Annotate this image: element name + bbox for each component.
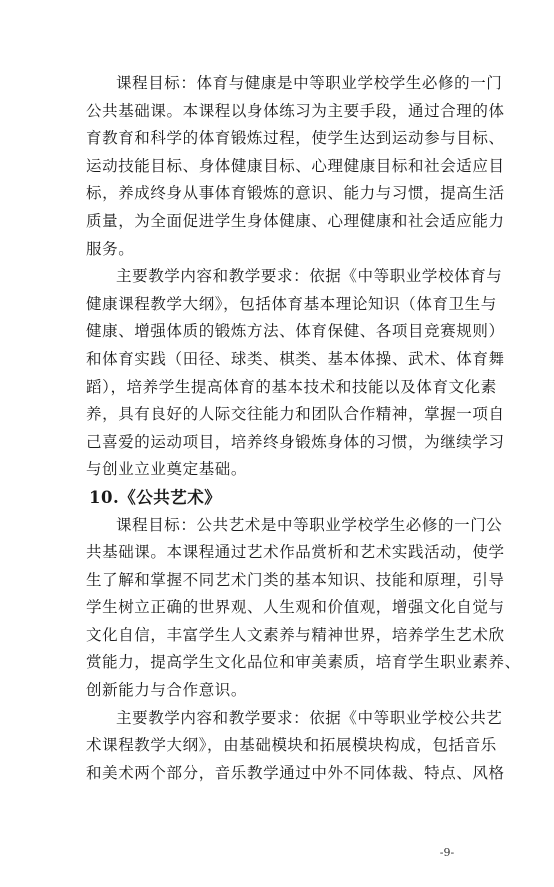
text-line: 和美术两个部分，音乐教学通过中外不同体裁、特点、风格: [86, 763, 505, 782]
text-line: 赏能力，提高学生文化品位和审美素质，培育学生职业素养、: [86, 653, 521, 672]
text-line: 服务。: [86, 239, 135, 258]
pe-course-goal-paragraph: [86, 70, 505, 263]
text-line: 运动技能目标、身体健康目标、心理健康目标和社会适应目: [86, 156, 505, 175]
text-line: 蹈），培养学生提高体育的基本技术和技能以及体育文化素: [86, 377, 497, 396]
text-line: 术课程教学大纲》，由基础模块和拓展模块构成，包括音乐: [86, 736, 497, 755]
text-line: 健康、增强体质的锻炼方法、体育保健、各项目竞赛规则）: [86, 322, 505, 341]
text-line: 文化自信，丰富学生人文素养与精神世界，培养学生艺术欣: [86, 625, 505, 644]
text-line: 生了解和掌握不同艺术门类的基本知识、技能和原理，引导: [86, 570, 505, 589]
text-line: 主要教学内容和教学要求：依据《中等职业学校体育与: [116, 267, 503, 286]
pe-course-content-paragraph: [86, 263, 505, 484]
text-line: 健康课程教学大纲》，包括体育基本理论知识（体育卫生与: [86, 294, 497, 313]
text-line: 己喜爱的运动项目，培养终身锻炼身体的习惯，为继续学习: [86, 432, 505, 451]
text-line: 共基础课。本课程通过艺术作品赏析和艺术实践活动，使学: [86, 543, 505, 562]
text-line: 课程目标：体育与健康是中等职业学校学生必修的一门: [116, 74, 503, 92]
text-line: 课程目标：公共艺术是中等职业学校学生必修的一门公: [116, 515, 503, 534]
page-footer: [0, 846, 554, 859]
text-line: 标，养成终身从事体育锻炼的意识、能力与习惯，提高生活: [86, 184, 505, 203]
text-line: 创新能力与合作意识。: [86, 681, 248, 700]
text-line: 与创业立业奠定基础。: [86, 460, 248, 479]
text-line: 学生树立正确的世界观、人生观和价值观，增强文化自觉与: [86, 598, 505, 617]
section-heading-public-art: 10.《公共艺术》: [89, 487, 222, 507]
text-line: 育教育和科学的体育锻炼过程，使学生达到运动参与目标、: [86, 129, 505, 148]
text-line: 公共基础课。本课程以身体练习为主要手段，通过合理的体: [86, 101, 505, 120]
text-line: 和体育实践（田径、球类、棋类、基本体操、武术、体育舞: [86, 349, 505, 368]
text-line: 主要教学内容和教学要求：依据《中等职业学校公共艺: [116, 708, 503, 727]
art-course-content-paragraph: [86, 705, 505, 788]
page-number: -9-: [439, 846, 455, 859]
document-page: [86, 70, 521, 787]
art-course-goal-paragraph: [86, 512, 521, 705]
text-line: 养，具有良好的人际交往能力和团队合作精神，掌握一项自: [86, 405, 505, 424]
text-line: 质量，为全面促进学生身体健康、心理健康和社会适应能力: [86, 211, 505, 230]
